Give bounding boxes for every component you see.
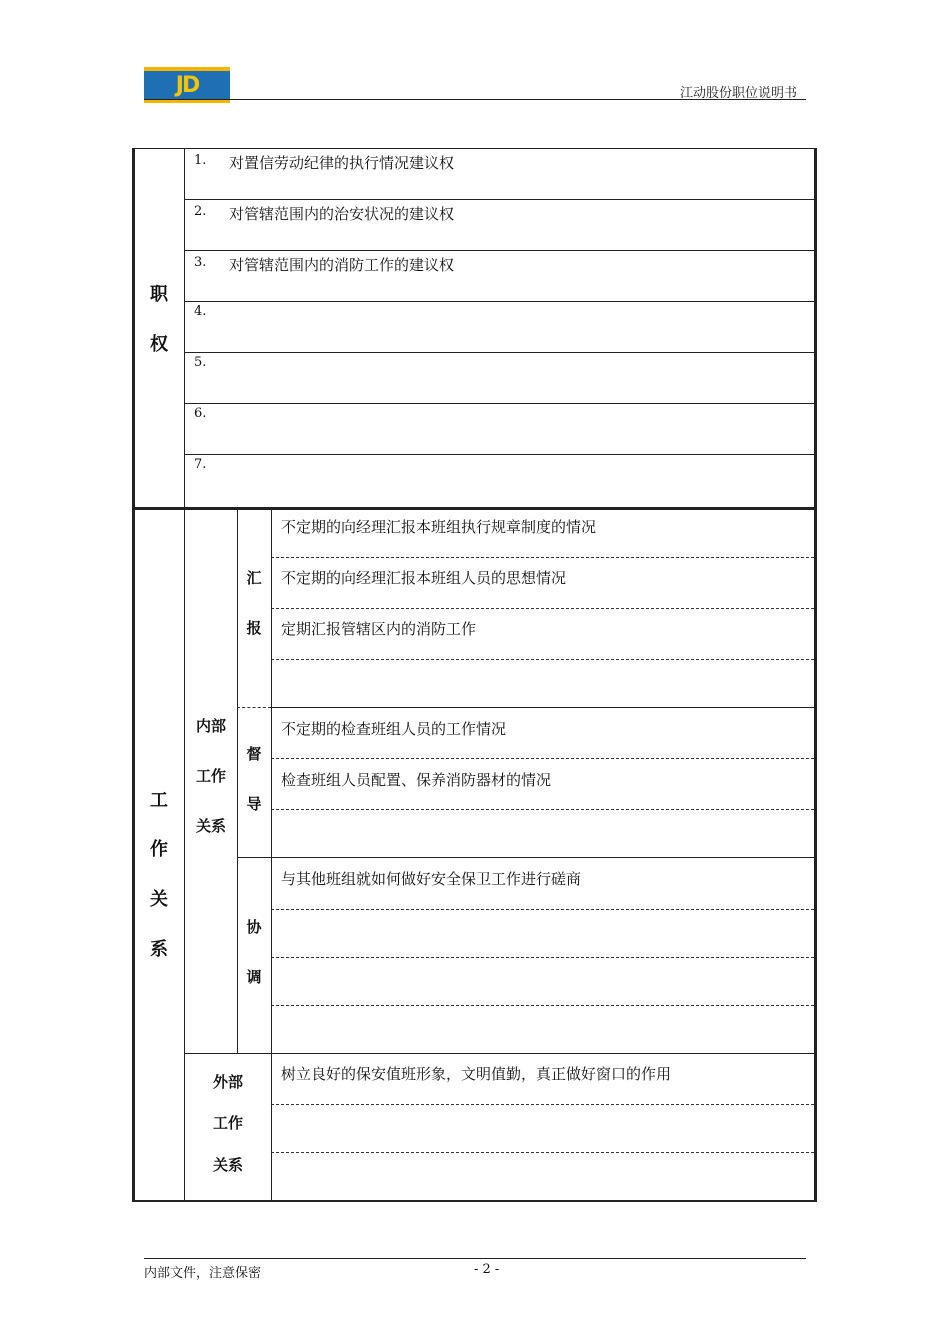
authority-label-char-1: 职 <box>150 284 168 305</box>
relations-label-char-1: 工 <box>150 790 168 811</box>
relations-label-char-2: 作 <box>150 839 168 860</box>
external-label-line-1: 外部 <box>212 1073 243 1091</box>
supervise-label-char-1: 督 <box>246 745 262 763</box>
supervise-item-2: 检查班组人员配置、保养消防器材的情况 <box>281 771 552 789</box>
supervise-label-char-2: 导 <box>246 795 262 813</box>
report-item-2: 不定期的向经理汇报本班组人员的思想情况 <box>281 569 567 587</box>
report-item-1: 不定期的向经理汇报本班组执行规章制度的情况 <box>281 518 597 536</box>
external-item-1: 树立良好的保安值班形象，文明值勤，真正做好窗口的作用 <box>281 1065 672 1083</box>
authority-item-1-text: 对置信劳动纪律的执行情况建议权 <box>229 154 455 172</box>
authority-item-3-text: 对管辖范围内的消防工作的建议权 <box>229 256 455 274</box>
internal-label-line-1: 内部 <box>195 717 226 735</box>
coordinate-label-char-1: 协 <box>246 918 262 936</box>
company-logo <box>144 67 230 103</box>
authority-item-2-text: 对管辖范围内的治安状况的建议权 <box>229 205 455 223</box>
relations-label-char-3: 关 <box>150 889 168 910</box>
header-title: 江动股份职位说明书 <box>680 86 798 101</box>
external-label-line-3: 关系 <box>212 1156 243 1174</box>
internal-label-line-2: 工作 <box>195 767 226 785</box>
report-label-char-2: 报 <box>246 619 262 637</box>
external-label-line-2: 工作 <box>212 1114 243 1132</box>
footer-confidential-note: 内部文件，注意保密 <box>144 1266 262 1281</box>
coordinate-item-1: 与其他班组就如何做好安全保卫工作进行磋商 <box>281 870 582 888</box>
relations-label-char-4: 系 <box>150 939 168 960</box>
internal-label-line-3: 关系 <box>195 817 226 835</box>
authority-label-char-2: 权 <box>150 334 168 355</box>
authority-item-2-num: 2. <box>194 204 207 219</box>
report-item-3: 定期汇报管辖区内的消防工作 <box>281 620 477 638</box>
supervise-item-1: 不定期的检查班组人员的工作情况 <box>281 720 507 738</box>
authority-item-5-num: 5. <box>194 355 207 370</box>
authority-item-7-num: 7. <box>194 457 207 472</box>
report-label-char-1: 汇 <box>246 569 262 587</box>
authority-item-3-num: 3. <box>194 255 207 270</box>
footer-rule <box>144 1258 806 1259</box>
authority-item-4-num: 4. <box>194 304 207 319</box>
authority-item-6-num: 6. <box>194 406 207 421</box>
logo-text: JD <box>175 73 199 98</box>
page-number: - 2 - <box>474 1262 500 1277</box>
coordinate-label-char-2: 调 <box>246 968 262 986</box>
authority-item-1-num: 1. <box>194 153 207 168</box>
